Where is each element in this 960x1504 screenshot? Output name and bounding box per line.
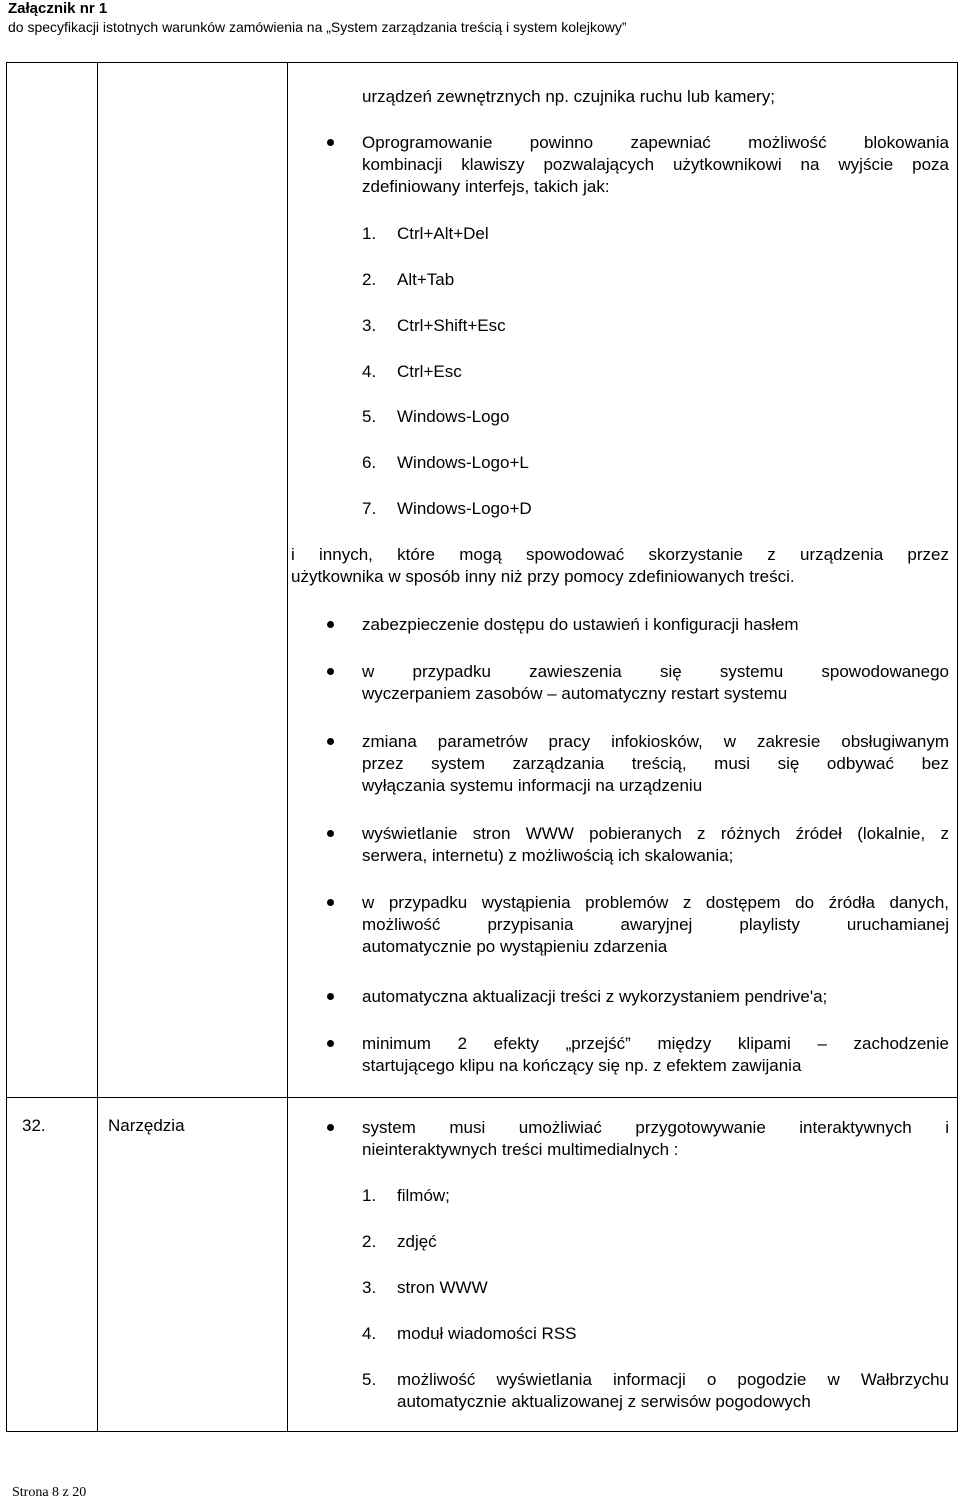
list-item: Windows-Logo <box>397 407 510 426</box>
list-item: zdjęć <box>397 1232 437 1251</box>
bullet-icon <box>327 668 334 675</box>
list-number: 4. <box>362 362 377 381</box>
list-item: Ctrl+Esc <box>397 362 462 381</box>
bullet-text-line: minimum 2 efekty „przejść” między klipami – zachodzenie <box>362 1034 949 1053</box>
list-number: 1. <box>362 1186 377 1205</box>
bullet-icon <box>327 1040 334 1047</box>
bullet-text-line: zabezpieczenie dostępu do ustawień i konfiguracji hasłem <box>362 615 799 634</box>
bullet-text-line: kombinacji klawiszy pozwalających użytkownikowi na wyjście poza <box>362 155 949 174</box>
bullet-text-line: nieinteraktywnych treści multimedialnych : <box>362 1140 679 1159</box>
bullet-text-line: system musi umożliwiać przygotowywanie interaktywnych i <box>362 1118 949 1137</box>
paragraph-line: i innych, które mogą spowodować skorzystanie z urządzenia przez <box>291 545 949 564</box>
list-number: 2. <box>362 1232 377 1251</box>
bullet-icon <box>327 830 334 837</box>
list-item: Windows-Logo+D <box>397 499 532 518</box>
list-item: Alt+Tab <box>397 270 455 289</box>
bullet-text-line: w przypadku wystąpienia problemów z dostępem do źródła danych, <box>362 893 949 912</box>
bullet-text-line: Oprogramowanie powinno zapewniać możliwość blokowania <box>362 133 949 152</box>
bullet-icon <box>327 1124 334 1131</box>
row-number: 32. <box>22 1116 46 1135</box>
table-col-divider-2 <box>287 62 288 1432</box>
bullet-text-line: przez system zarządzania treścią, musi się odbywać bez <box>362 754 949 773</box>
attachment-title: Załącznik nr 1 <box>8 0 108 17</box>
bullet-text-line: startującego klipu na kończący się np. z efektem zawijania <box>362 1056 802 1075</box>
bullet-icon <box>327 139 334 146</box>
table-left-border <box>6 62 7 1432</box>
bullet-text-line: automatycznie po wystąpieniu zdarzenia <box>362 937 668 956</box>
list-number: 5. <box>362 407 377 426</box>
list-item: filmów; <box>397 1186 450 1205</box>
list-number: 5. <box>362 1370 377 1389</box>
bullet-text-line: wyłączania systemu informacji na urządzeniu <box>362 776 703 795</box>
table-row-divider <box>6 1097 958 1098</box>
list-number: 6. <box>362 453 377 472</box>
list-number: 4. <box>362 1324 377 1343</box>
bullet-text-line: zdefiniowany interfejs, takich jak: <box>362 177 610 196</box>
continued-line: urządzeń zewnętrznych np. czujnika ruchu lub kamery; <box>362 87 775 106</box>
bullet-icon <box>327 621 334 628</box>
page-number: Strona 8 z 20 <box>12 1485 87 1500</box>
list-item: automatycznie aktualizowanej z serwisów pogodowych <box>397 1392 811 1411</box>
attachment-subtitle: do specyfikacji istotnych warunków zamówienia na „System zarządzania treścią i system kolejkowy” <box>8 19 627 35</box>
bullet-text-line: automatyczna aktualizacji treści z wykorzystaniem pendrive'a; <box>362 987 828 1006</box>
list-item: stron WWW <box>397 1278 488 1297</box>
bullet-text-line: zmiana parametrów pracy infokiosków, w zakresie obsługiwanym <box>362 732 949 751</box>
list-number: 1. <box>362 224 377 243</box>
bullet-text-line: w przypadku zawieszenia się systemu spowodowanego <box>362 662 949 681</box>
bullet-icon <box>327 899 334 906</box>
table-col-divider-1 <box>97 62 98 1432</box>
row-name: Narzędzia <box>108 1116 185 1135</box>
list-item: możliwość wyświetlania informacji o pogodzie w Wałbrzychu <box>397 1370 949 1389</box>
table-top-border <box>6 62 958 63</box>
bullet-icon <box>327 993 334 1000</box>
list-item: Windows-Logo+L <box>397 453 529 472</box>
list-number: 3. <box>362 316 377 335</box>
bullet-text-line: wyświetlanie stron WWW pobieranych z różnych źródeł (lokalnie, z <box>362 824 949 843</box>
table-right-border <box>957 62 958 1432</box>
bullet-text-line: serwera, internetu) z możliwością ich skalowania; <box>362 846 734 865</box>
bullet-text-line: wyczerpaniem zasobów – automatyczny restart systemu <box>362 684 788 703</box>
list-item: Ctrl+Alt+Del <box>397 224 489 243</box>
list-item: Ctrl+Shift+Esc <box>397 316 506 335</box>
list-number: 3. <box>362 1278 377 1297</box>
paragraph-line: użytkownika w sposób inny niż przy pomocy zdefiniowanych treści. <box>291 567 795 586</box>
list-number: 7. <box>362 499 377 518</box>
bullet-icon <box>327 738 334 745</box>
list-item: moduł wiadomości RSS <box>397 1324 577 1343</box>
table-bottom-border <box>6 1431 958 1432</box>
list-number: 2. <box>362 270 377 289</box>
bullet-text-line: możliwość przypisania awaryjnej playlisty uruchamianej <box>362 915 949 934</box>
